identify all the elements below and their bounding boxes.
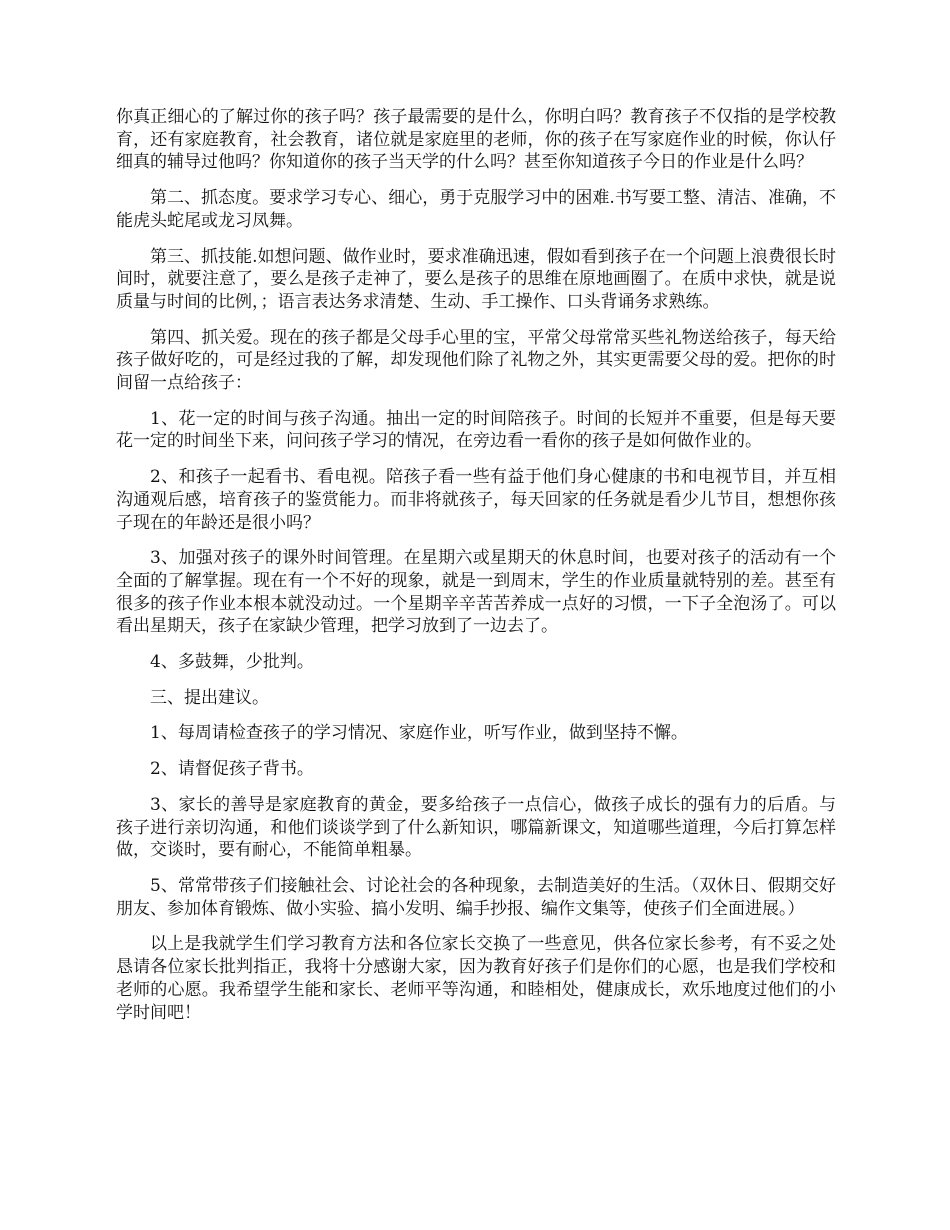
paragraph-3: 第三、抓技能.如想问题、做作业时，要求准确迅速，假如看到孩子在一个问题上浪费很长时间时，就要注意了，要么是孩子走神了，要么是孩子的思维在原地画圈了。在质中求快，就是说质量与时间的比例，；语言表达务求清楚、生动、手工操作、口头背诵务求熟练。 <box>116 246 836 312</box>
paragraph-2: 第二、抓态度。要求学习专心、细心，勇于克服学习中的困难.书写要工整、清洁、准确，不能虎头蛇尾或龙习凤舞。 <box>116 188 836 231</box>
paragraph-9: 三、提出建议。 <box>150 687 269 708</box>
paragraph-11: 2、请督促孩子背书。 <box>150 759 314 780</box>
paragraph-6: 2、和孩子一起看书、看电视。陪孩子看一些有益于他们身心健康的书和电视节目，并互相沟通观后感，培育孩子的鉴赏能力。而非将就孩子，每天回家的任务就是看少儿节目，想想你孩子现在的年龄还是很小吗？ <box>116 467 836 533</box>
paragraph-14: 以上是我就学生们学习教育方法和各位家长交换了一些意见，供各位家长参考，有不妥之处恳请各位家长批判指正，我将十分感谢大家，因为教育好孩子们是你们的心愿，也是我们学校和老师的心愿。我希望学生能和家长、老师平等沟通，和睦相处，健康成长，欢乐地度过他们的小学时间吧！ <box>116 934 836 1023</box>
paragraph-12: 3、家长的善导是家庭教育的黄金，要多给孩子一点信心，做孩子成长的强有力的后盾。与孩子进行亲切沟通，和他们谈谈学到了什么新知识，哪篇新课文，知道哪些道理，今后打算怎样做，交谈时，要有耐心，不能简单粗暴。 <box>116 794 836 861</box>
paragraph-1: 你真正细心的了解过你的孩子吗？孩子最需要的是什么，你明白吗？教育孩子不仅指的是学校教育，还有家庭教育，社会教育，诸位就是家庭里的老师，你的孩子在写家庭作业的时候，你认仔细真的辅导过他吗？你知道你的孩子当天学的什么吗？甚至你知道孩子今日的作业是什么吗？ <box>116 107 836 173</box>
paragraph-5: 1、花一定的时间与孩子沟通。抽出一定的时间陪孩子。时间的长短并不重要，但是每天要花一定的时间坐下来，问问孩子学习的情况，在旁边看一看你的孩子是如何做作业的。 <box>116 408 836 452</box>
paragraph-13: 5、常常带孩子们接触社会、讨论社会的各种现象，去制造美好的生活。（双休日、假期交好朋友、参加体育锻炼、做小实验、搞小发明、编手抄报、编作文集等，使孩子们全面进展。） <box>116 875 836 919</box>
paragraph-8: 4、多鼓舞，少批判。 <box>150 652 314 673</box>
document-body <box>116 106 836 1037</box>
paragraph-7: 3、加强对孩子的课外时间管理。在星期六或星期天的休息时间，也要对孩子的活动有一个全面的了解掌握。现在有一个不好的现象，就是一到周末，学生的作业质量就特别的差。甚至有很多的孩子作业本根本就没动过。一个星期辛辛苦苦养成一点好的习惯，一下子全泡汤了。可以看出星期天，孩子在家缺少管理，把学习放到了一边去了。 <box>116 548 836 637</box>
paragraph-10: 1、每周请检查孩子的学习情况、家庭作业，听写作业，做到坚持不懈。 <box>150 723 688 744</box>
paragraph-4: 第四、抓关爱。现在的孩子都是父母手心里的宝，平常父母常常买些礼物送给孩子，每天给孩子做好吃的，可是经过我的了解，却发现他们除了礼物之外，其实更需要父母的爱。把你的时间留一点给孩子： <box>116 327 836 394</box>
